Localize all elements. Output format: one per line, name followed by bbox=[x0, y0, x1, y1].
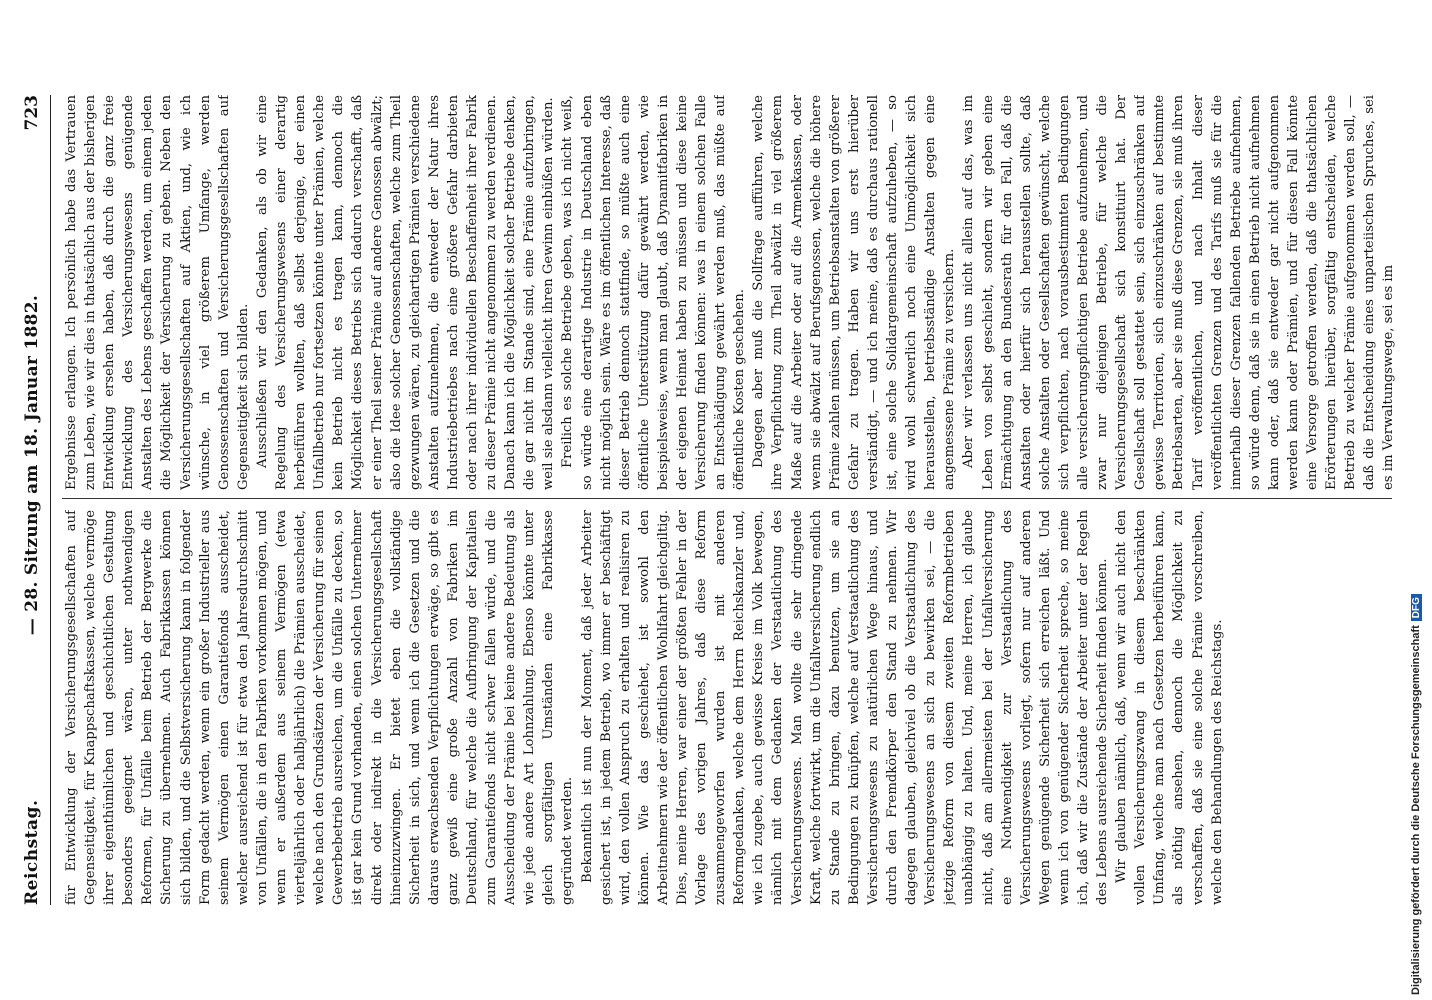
header-session: — 28. Sitzung am 18. Januar 1882. bbox=[22, 294, 42, 636]
paragraph: Aber wir verlassen uns nicht allein auf das, was im Leben von selbst geschieht, sondern wir geben eine Ermächtigung an den Bundesrath für den Fall, daß die Anstalten oder hierfür sich herausstellen sollte, daß solche Anstalten oder Gesellschaften gewünscht, welche sich verpflichten, nach vorausbestimmten Bedingungen alle versicherungspflichtigen Betriebe aufzunehmen, und zwar nur diejenigen Betriebe, für welche die Versicherungsgesellschaft sich konstituirt hat. Der Gesellschaft soll gestattet sein, sich einzuschränken auf gewisse Territorien, sich einzuschränken auf bestimmte Betriebsarten, aber sie muß diese Grenzen, sie muß ihren Tarif veröffentlichen, und nach Inhalt dieser veröffentlichten Grenzen und des Tarifs muß sie für die innerhalb dieser Grenzen fallenden Betriebe aufnehmen, so würde denn, daß sie in einen Betrieb nicht aufnehmen kann oder, daß sie entweder gar nicht aufgenommen werden kann oder Prämien, und für diesen Fall könnte eine Versorge getroffen werden, daß die thatsächlichen Erörterungen hierüber, sorgfältig entscheiden, welche Betrieb zu welcher Prämie aufgenommen werden soll, — daß die Entscheidung eines unparteiischen Spruches, sei es im Verwaltungswege, sei es im bbox=[961, 95, 1397, 490]
dfg-logo: DFG bbox=[1411, 594, 1422, 621]
paragraph: Ausschließen wir den Gedanken, als ob wir eine Regelung des Versicherungswesens einer derartig herbeiführen wollten, daß selbst derjenige, der einen Unfallbetrieb nur fortsetzen könnte unter Prämien, welche kein Betrieb nicht es tragen kann, dennoch die Möglichkeit dieses Betriebs sich dadurch verschafft, daß er einer Theil seiner Prämie auf andere Genossen abwälzt; also die Idee solcher Genossenschaften, welche zum Theil gezwungen wären, zu gleichartigen Prämien verschiedene Anstalten aufzunehmen, die entweder der Natur ihres Industriebetriebes nach eine größere Gefahr darbieten oder nach ihrer individuellen Beschaffenheit ihrer Fabrik zu dieser Prämie nicht angenommen zu werden verdienen. Danach kann ich die Möglichkeit solcher Betriebe denken, die gar nicht im Stande sind, eine Prämie aufzubringen, weil sie alsdann vielleicht ihren Gewinn einbüßen würden. bbox=[254, 95, 557, 490]
column-divider bbox=[62, 498, 1392, 499]
paragraph: Dagegen aber muß die Sollfrage aufführen, welche ihre Verpflichtung zum Theil abwälzt in viel größerem Maße auf die Arbeiter oder auf die Armenkassen, oder wenn sie abwälzt auf Berufsgenossen, welche die höhere Prämie zahlen müssen, um Betriebsanstalten von größerer Gefahr zu tragen. Haben wir uns erst hierüber verständigt, — und ich meine, daß es durchaus rationell ist, eine solche Solidargemeinschaft aufzuheben, — so wird wohl schwerlich noch eine Unmöglichkeit sich herausstellen, betriebsständige Anstalten gegen eine angemessene Prämie zu versichern. bbox=[751, 95, 958, 490]
paragraph: Ergebnisse erlangen. Ich persönlich habe das Vertrauen zum Leben, wie wir dies in thatsächlich aus der bisherigen Entwicklung ersehen haben, daß durch die ganz freie Entwicklung des Versicherungswesens genügende Anstalten des Lebens geschaffen werden, um einem jeden die Möglichkeit der Versicherung zu geben. Neben den Versicherungsgesellschaften auf Aktien, und, wie ich wünsche, in viel größerem Umfange, werden Genossenschaften und Versicherungsgesellschaften auf Gegenseitigkeit sich bilden. bbox=[64, 95, 251, 490]
header-publication: Reichstag. bbox=[22, 799, 42, 905]
paragraph: Freilich es solche Betriebe geben, was ich nicht weiß, so würde eine derartige Industrie in Deutschland eben nicht möglich sein. Wäre es im öffentlichen Interesse, daß dieser Betrieb dennoch stattfinde, so müßte auch eine öffentliche Unterstützung dafür gewährt werden, wie beispielsweise, wenn man glaubt, daß Dynamitfabriken in der eigenen Heimat haben zu müssen und diese keine Versicherung finden können: was in einem solchen Falle an Entschädigung gewährt werden muß, das müßte auf öffentliche Kosten geschehen. bbox=[560, 95, 748, 490]
page-number: 723 bbox=[22, 95, 42, 131]
text-column-left bbox=[62, 510, 1402, 905]
page-header bbox=[14, 95, 51, 905]
paragraph: Bekanntlich ist nun der Moment, daß jeder Arbeiter gesichert ist, in jedem Betrieb, wo immer er beschäftigt wird, den vollen Anspruch zu erhalten und realisiren zu können. Wie das geschiehet, ist sowohl den Arbeitnehmern wie der öffentlichen Wohlfahrt gleichgiltig. Dies, meine Herren, war einer der größten Fehler in der Vorlage des vorigen Jahres, daß diese Reform zusammengeworfen wurden ist mit anderen Reformgedanken, welche dem Herrn Reichskanzler und, wie ich zugebe, auch gewisse Kreise im Volk bewegen, nämlich mit dem Gedanken der Verstaatlichung des Versicherungswesens. Man wollte die sehr dringende Kraft, welche fortwirkt, um die Unfallversicherung endlich zu Stande zu bringen, dazu benutzen, um sie an Bedingungen zu knüpfen, welche auf Verstaatlichung des Versicherungswesens zu natürlichen Wege hinaus, und durch den Fremdkörper den Stand zu nehmen. Wir dagegen glauben, gleichviel ob die Verstaatlichung des Versicherungswesens an sich zu bewirken sei, — die jetzige Reform von diesem zweiten Reformbetrieben unabhängig zu halten. Und, meine Herren, ich glaube nicht, daß am allermeisten bei der Unfallversicherung eine Nothwendigkeit zur Verstaatlichung des Versicherungswesens vorliegt, sofern nur auf anderen Wegen genügende Sicherheit sich erreichen läßt. Und wenn ich von genügender Sicherheit spreche, so meine ich, daß wir die Zustände der Arbeiter unter der Regeln des Lebens ausreichende Sicherheit finden können. bbox=[579, 510, 1111, 905]
text-column-right bbox=[62, 95, 1402, 490]
paragraph: Wir glauben nämlich, daß, wenn wir auch nicht den vollen Versicherungszwang in diesem beschränkten Umfang, welche man nach Gesetzen herbeiführen kann, als nöthig ansehen, dennoch die Möglichkeit zu verschaffen, daß sie eine solche Prämie vorschreiben, welche den Behandlungen des Reichstags. bbox=[1114, 510, 1225, 905]
paragraph: für Entwicklung der Versicherungsgesellschaften auf Gegenseitigkeit, für Knappschaftskassen, welche vermöge ihrer eigenthümlichen und geschichtlichen Gestaltung besonders geeignet wären, unter nothwendigen Reformen, für Unfälle beim Betrieb der Bergwerke die Sicherung zu übernehmen. Auch Fabrikkassen können sich bilden, und die Selbstversicherung kann in folgender Form gedacht werden, wenn ein großer Industrieller aus seinem Vermögen einen Garantiefonds ausscheidet, welcher ausreichend ist für etwa den Jahresdurchschnitt von Unfällen, die in den Fabriken vorkommen mögen, und wenn er außerdem aus seinem Vermögen (etwa vierteljährlich oder halbjährlich) die Prämien ausscheidet, welche nach den Grundsätzen der Versicherung für seinen Gewerbebetrieb ausreichen, um die Unfälle zu decken, so ist gar kein Grund vorhanden, einen solchen Unternehmer direkt oder indirekt in die Versicherungsgesellschaft hineinzuzwingen. Er bietet eben die vollständige Sicherheit in sich, und wenn ich die Gesetzen und die daraus erwachsenden Verpflichtungen erwäge, so gibt es ganz gewiß eine große Anzahl von Fabriken im Deutschland, für welche die Aufbringung der Kapitalien zum Garantiefonds nicht schwer fallen würde, und die Ausscheidung der Prämie bei keine andere Bedeutung als wie jede andere Art Lohnzahlung. Ebenso könnte unter gleich sorgfältigen Umständen eine Fabrikkasse gegründet werden. bbox=[64, 510, 576, 905]
digitization-credit bbox=[1406, 0, 1432, 1000]
credit-text: Digitalisierung gefördert durch die Deutsche Forschungsgemeinschaft bbox=[1410, 625, 1422, 995]
